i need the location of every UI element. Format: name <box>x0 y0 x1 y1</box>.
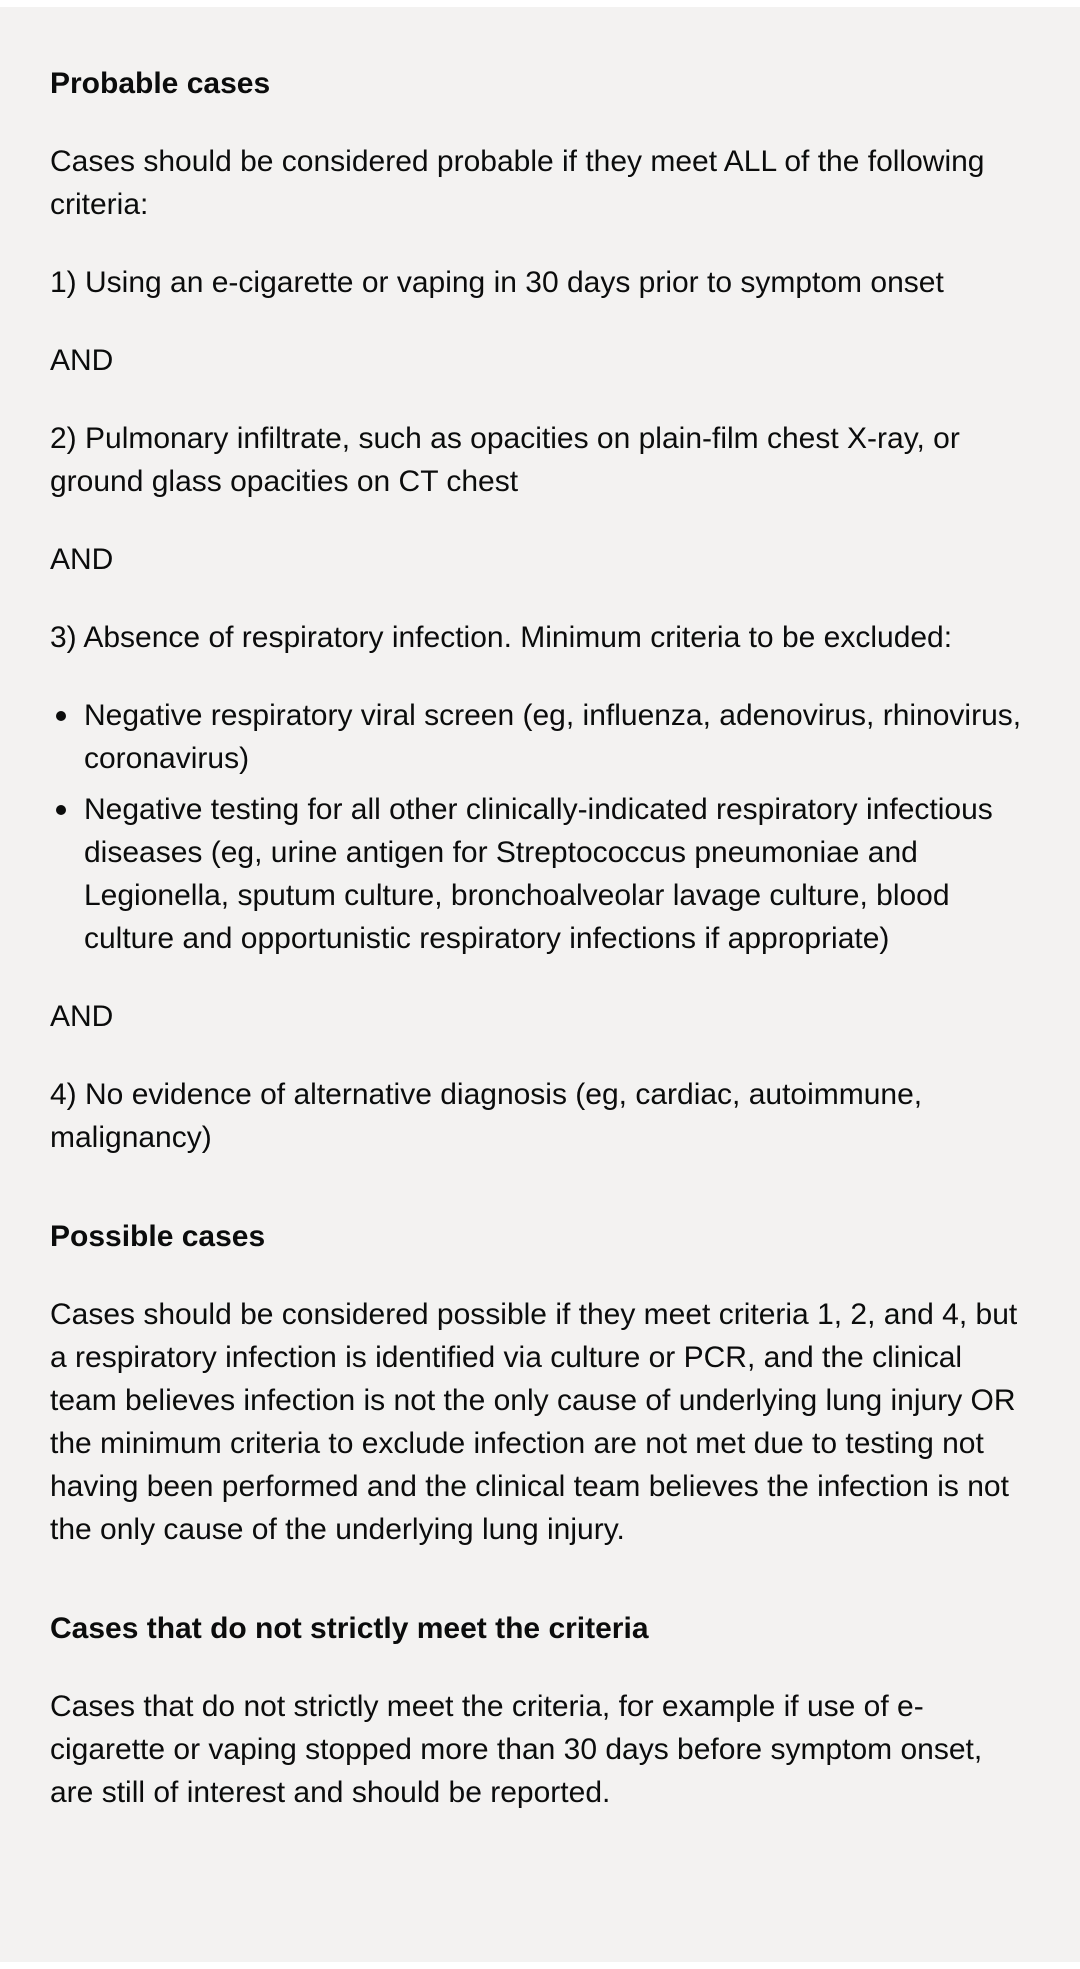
and-separator-3: AND <box>50 1000 114 1033</box>
and-separator-1: AND <box>50 344 114 377</box>
not-strict-cases-heading: Cases that do not strictly meet the criteria <box>50 1612 649 1645</box>
possible-cases-heading: Possible cases <box>50 1220 266 1253</box>
list-item-text: Negative respiratory viral screen (eg, influenza, adenovirus, rhinovirus, coronavirus) <box>84 699 1022 775</box>
exclusion-criteria-list <box>50 694 1030 960</box>
and-separator-2: AND <box>50 543 114 576</box>
criterion-3-text: 3) Absence of respiratory infection. Minimum criteria to be excluded: <box>50 621 953 654</box>
not-strict-cases-text: Cases that do not strictly meet the criteria, for example if use of e-cigarette or vaping stopped more than 30 days before symptom onset, are still of interest and should be reported. <box>50 1690 983 1809</box>
probable-cases-heading: Probable cases <box>50 67 271 100</box>
list-item-text: Negative testing for all other clinically-indicated respiratory infectious diseases (eg, urine antigen for Streptococcus pneumoniae and Legionella, sputum culture, bronchoalveolar lavage culture, blood culture and opportunistic respiratory infections if appropriate) <box>84 793 993 955</box>
probable-intro-text: Cases should be considered probable if they meet ALL of the following criteria: <box>50 145 985 221</box>
criterion-1-text: 1) Using an e-cigarette or vaping in 30 days prior to symptom onset <box>50 266 944 299</box>
case-definition-panel <box>0 7 1080 1962</box>
bullet-icon <box>56 805 66 815</box>
list-item <box>50 694 1030 780</box>
criterion-4-text: 4) No evidence of alternative diagnosis (eg, cardiac, autoimmune, malignancy) <box>50 1078 923 1154</box>
bullet-icon <box>56 711 66 721</box>
possible-cases-text: Cases should be considered possible if they meet criteria 1, 2, and 4, but a respiratory infection is identified via culture or PCR, and the clinical team believes infection is not the only cause of underlying lung injury OR the minimum criteria to exclude infection are not met due to testing not having been performed and the clinical team believes the infection is not the only cause of the underlying lung injury. <box>50 1298 1018 1546</box>
list-item <box>50 788 1030 960</box>
criterion-2-text: 2) Pulmonary infiltrate, such as opacities on plain-film chest X-ray, or ground glass opacities on CT chest <box>50 422 960 498</box>
